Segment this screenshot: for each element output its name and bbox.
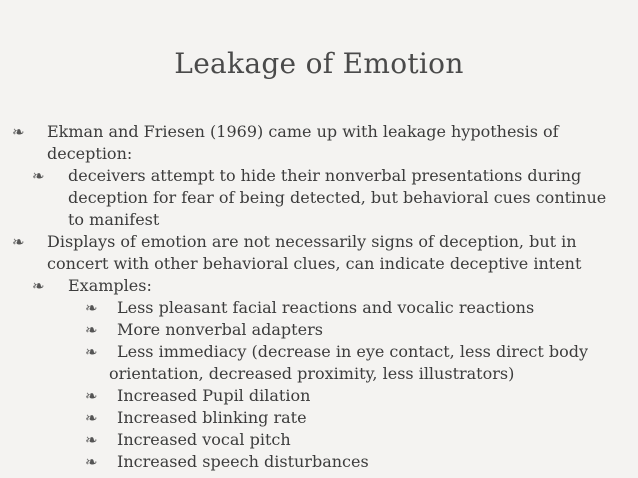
bullet-item — [0, 385, 638, 407]
bullet-item — [0, 341, 638, 385]
bullet-text: Examples: — [68, 276, 152, 295]
bullet-text: More nonverbal adapters — [117, 320, 323, 339]
fleuron-bullet-icon: ❧ — [85, 453, 98, 471]
fleuron-bullet-icon: ❧ — [85, 431, 98, 449]
bullet-text: Displays of emotion are not necessarily signs of deception, but in concert with other behavioral clues, can indicate deceptive intent — [47, 232, 582, 273]
bullet-item — [0, 319, 638, 341]
bullet-list — [0, 121, 638, 473]
bullet-item — [0, 429, 638, 451]
bullet-item — [0, 165, 638, 231]
bullet-item — [0, 275, 638, 297]
bullet-text: Ekman and Friesen (1969) came up with leakage hypothesis of deception: — [47, 122, 559, 163]
fleuron-bullet-icon: ❧ — [12, 233, 25, 251]
fleuron-bullet-icon: ❧ — [85, 321, 98, 339]
bullet-item — [0, 231, 638, 275]
fleuron-bullet-icon: ❧ — [32, 277, 45, 295]
bullet-item — [0, 451, 638, 473]
fleuron-bullet-icon: ❧ — [12, 123, 25, 141]
bullet-text: Increased Pupil dilation — [117, 386, 311, 405]
fleuron-bullet-icon: ❧ — [85, 343, 98, 361]
bullet-text: Less pleasant facial reactions and vocalic reactions — [117, 298, 535, 317]
bullet-text: deceivers attempt to hide their nonverbal presentations during deception for fear of being detected, but behavioral cues continue to manifest — [68, 166, 607, 229]
bullet-item — [0, 297, 638, 319]
bullet-text: Increased speech disturbances — [117, 452, 369, 471]
bullet-item — [0, 407, 638, 429]
fleuron-bullet-icon: ❧ — [85, 387, 98, 405]
fleuron-bullet-icon: ❧ — [85, 299, 98, 317]
bullet-text: Increased vocal pitch — [117, 430, 291, 449]
bullet-text: Less immediacy (decrease in eye contact, less direct body orientation, decreased proximity, less illustrators) — [109, 342, 589, 383]
slide-title: Leakage of Emotion — [174, 47, 464, 80]
bullet-text: Increased blinking rate — [117, 408, 307, 427]
bullet-item — [0, 121, 638, 165]
fleuron-bullet-icon: ❧ — [85, 409, 98, 427]
fleuron-bullet-icon: ❧ — [32, 167, 45, 185]
